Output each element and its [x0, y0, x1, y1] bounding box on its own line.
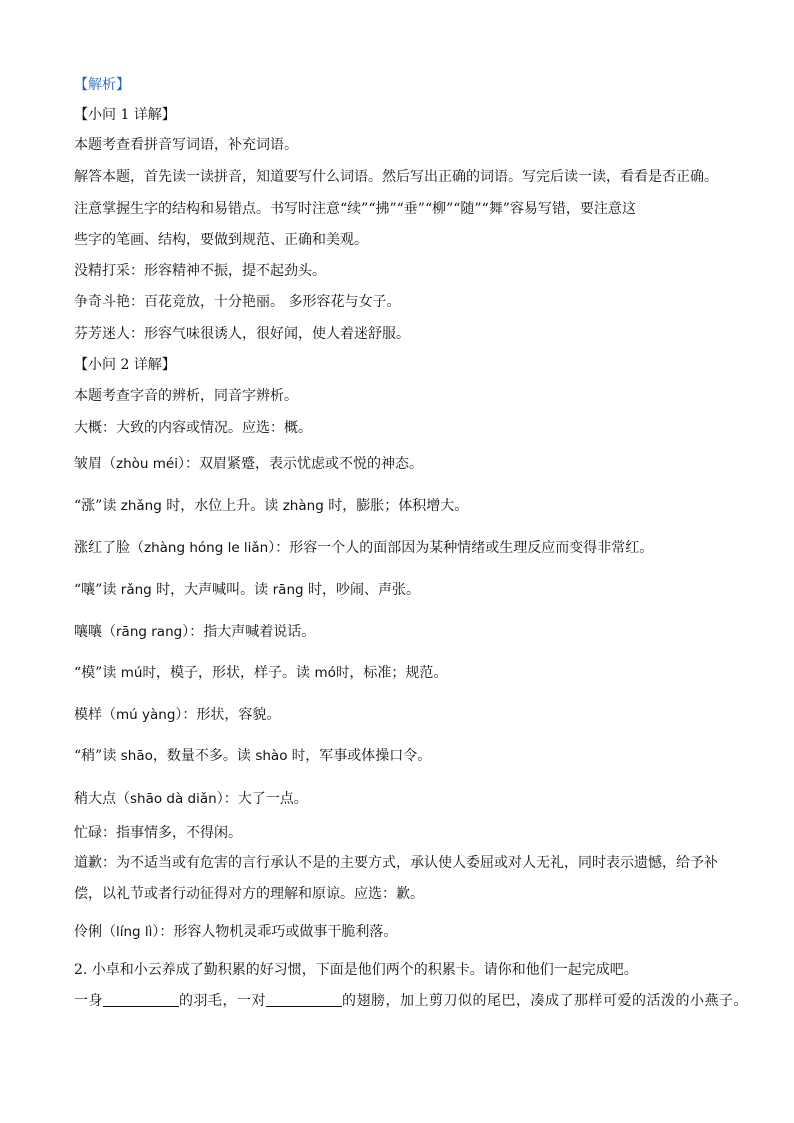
q1-line-1: 本题考查看拼音写词语，补充词语。 — [74, 137, 298, 153]
definition: ）：双眉紧蹙，表示忧虑或不悦的神态。 — [177, 456, 423, 472]
word: 嚷嚷（ — [74, 624, 116, 640]
q2-shaoda — [74, 789, 734, 809]
pinyin: zhàng — [282, 498, 324, 514]
q2-heading: 【小问 2 详解】 — [74, 357, 176, 373]
word: 模样（ — [74, 707, 116, 723]
pinyin: zhàng hóng le liǎn — [144, 540, 269, 556]
pinyin: rǎng — [120, 582, 152, 598]
pinyin: rāng rang — [116, 624, 183, 640]
q1-line-2: 解答本题，首先读一读拼音，知道要写什么词语。然后写出正确的词语。写完后读一读，看看是否正确。 — [74, 169, 718, 185]
text: ，标准；规范。 — [349, 665, 448, 681]
answer-blank-1[interactable] — [103, 992, 179, 1007]
q2-muyang — [74, 705, 734, 725]
analysis-heading: 【解析】 — [74, 77, 130, 93]
text: 的羽毛，一对 — [179, 993, 266, 1009]
text: ，数量不多。读 — [152, 748, 256, 764]
q1-line-6: 争奇斗艳：百花竞放，十分艳丽。 多形容花与女子。 — [74, 294, 401, 310]
q2-zhoumei — [74, 454, 734, 474]
pinyin: shāo dà diǎn — [130, 791, 217, 807]
answer-blank-2[interactable] — [266, 992, 342, 1007]
text: “涨”读 — [74, 498, 121, 514]
word: 伶俐（ — [74, 924, 116, 940]
q2-zhanghong — [74, 538, 734, 558]
pinyin: rāng — [272, 582, 304, 598]
question-2-fill-blank — [74, 991, 748, 1011]
pinyin: mú yàng — [116, 707, 176, 723]
pinyin: líng lì — [116, 924, 153, 940]
q2-mo — [74, 663, 734, 683]
definition: ）：形容人物机灵乖巧或做事干脆利落。 — [152, 924, 398, 940]
text: 的翅膀，加上剪刀似的尾巴，凑成了那样可爱的活泼的小燕子。 — [342, 993, 748, 1009]
q2-lingli — [74, 922, 734, 942]
definition: ）：形状，容貌。 — [175, 707, 281, 723]
text: 时，膨胀；体积增大。 — [323, 498, 469, 514]
q2-rangrang — [74, 622, 734, 642]
q1-heading: 【小问 1 详解】 — [74, 107, 176, 123]
q2-daoqian-2: 偿，以礼节或者行动征得对方的理解和原谅。应选：歉。 — [74, 886, 424, 902]
q2-zhang — [74, 496, 734, 516]
q2-daoqian-1: 道歉：为不适当或有危害的言行承认不是的主要方式，承认使人委屈或对人无礼，同时表示遗憾，给予补 — [74, 855, 718, 871]
q1-line-5: 没精打采：形容精神不振，提不起劲头。 — [74, 263, 326, 279]
definition: ）：指大声喊着说话。 — [182, 624, 316, 640]
text: 时，吵闹、声张。 — [303, 582, 421, 598]
pinyin: shāo — [120, 748, 153, 764]
text: “稍”读 — [74, 748, 121, 764]
text: 一身 — [74, 993, 103, 1009]
text: ，军事或体操口令。 — [305, 748, 432, 764]
question-2-title: 2. 小卓和小云养成了勤积累的好习惯，下面是他们两个的积累卡。请你和他们一起完成吧。 — [74, 962, 638, 978]
word: 皱眉（ — [74, 456, 116, 472]
text: “嚷”读 — [74, 582, 121, 598]
word: 稍大点（ — [74, 791, 130, 807]
q2-rang — [74, 580, 734, 600]
q1-line-3: 注意掌握生字的结构和易错点。书写时注意“续”“拂”“垂”“柳”“随”“舞”容易写错，要注意这 — [74, 201, 636, 217]
q2-shao — [74, 746, 734, 766]
pinyin: mú时 — [120, 665, 156, 681]
q1-line-4: 些字的笔画、结构，要做到规范、正确和美观。 — [74, 232, 368, 248]
text: “模”读 — [74, 665, 121, 681]
text: ，模子，形状，样子。读 — [155, 665, 315, 681]
q2-intro: 本题考查字音的辨析，同音字辨析。 — [74, 388, 298, 404]
q2-dagai: 大概：大致的内容或情况。应选：概。 — [74, 420, 312, 436]
pinyin: zhòu méi — [116, 456, 178, 472]
pinyin: shào 时 — [255, 748, 306, 764]
definition: ）：形容一个人的面部因为某种情绪或生理反应而变得非常红。 — [268, 540, 654, 556]
text: 时，水位上升。读 — [161, 498, 283, 514]
q2-manglu: 忙碌：指事情多，不得闲。 — [74, 825, 242, 841]
definition: ）：大了一点。 — [216, 791, 308, 807]
word: 涨红了脸（ — [74, 540, 144, 556]
text: 时，大声喊叫。读 — [151, 582, 273, 598]
q1-line-7: 芬芳迷人：形容气味很诱人，很好闻，使人着迷舒服。 — [74, 326, 410, 342]
pinyin: mó时 — [314, 665, 350, 681]
pinyin: zhǎng — [120, 498, 162, 514]
